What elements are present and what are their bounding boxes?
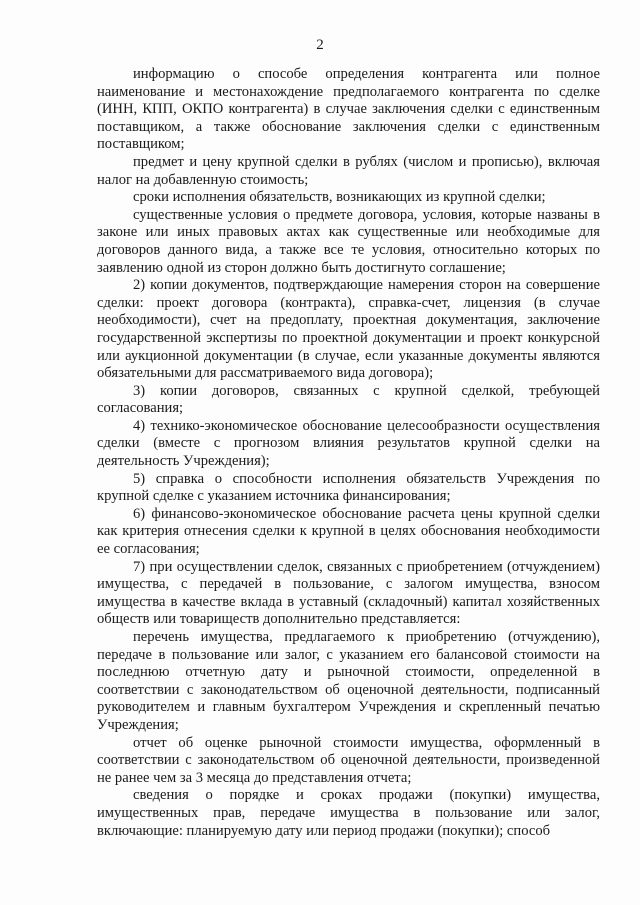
paragraph-deadlines: сроки исполнения обязательств, возникающих из крупной сделки; xyxy=(133,189,546,206)
paragraph-item-7: 7) при осуществлении сделок, связанных с приобретением (отчуждением) имущества, с передачей в пользование, с залогом имущества, взносом имущества в качестве вклада в уставный (складочный) капитал хозяйственных обществ или товариществ дополнительно представляется: xyxy=(97,558,600,628)
paragraph-counterparty-info: информацию о способе определения контрагента или полное наименование и местонахождение предполагаемого контрагента по сделке (ИНН, КПП, ОКПО контрагента) в случае заключения сделки с единственным поставщиком, а также обоснование заключения сделки с единственным поставщиком; xyxy=(97,66,600,153)
paragraph-essential-terms: существенные условия о предмете договора, условия, которые названы в законе или иных правовых актах как существенные или необходимые для договоров данного вида, а также все те условия, относительно которых по заявлению одной из сторон должно быть достигнуто соглашение; xyxy=(97,206,600,276)
paragraph-subject-price: предмет и цену крупной сделки в рублях (числом и прописью), включая налог на добавленную стоимость; xyxy=(97,153,600,188)
page-number: 2 xyxy=(316,37,324,53)
paragraph-item-4: 4) технико-экономическое обоснование целесообразности осуществления сделки (вместе с прогнозом влияния результатов крупной сделки на деятельность Учреждения); xyxy=(97,417,600,470)
paragraph-item-3: 3) копии договоров, связанных с крупной сделкой, требующей согласования; xyxy=(97,382,600,417)
paragraph-item-5: 5) справка о способности исполнения обязательств Учреждения по крупной сделке с указанием источника финансирования; xyxy=(97,470,600,505)
paragraph-item-2: 2) копии документов, подтверждающие намерения сторон на совершение сделки: проект договора (контракта), справка-счет, лицензия (в случае необходимости), счет на предоплату, проектная документация, заключение государственной экспертизы по проектной документации и проект конкурсной или аукционной документации (в случае, если указанные документы являются обязательными для рассматриваемого вида договора); xyxy=(97,277,600,382)
paragraph-sale-terms: сведения о порядке и сроках продажи (покупки) имущества, имущественных прав, передаче имущества в пользование или залог, включающие: планируемую дату или период продажи (покупки); способ xyxy=(97,787,600,839)
document-body xyxy=(97,66,600,840)
paragraph-valuation-report: отчет об оценке рыночной стоимости имущества, оформленный в соответствии с законодательством об оценочной деятельности, произведенной не ранее чем за 3 месяца до представления отчета; xyxy=(97,734,600,786)
paragraph-property-list: перечень имущества, предлагаемого к приобретению (отчуждению), передаче в пользование или залог, с указанием его балансовой стоимости на последнюю отчетную дату и рыночной стоимости, определенной в соответствии с законодательством об оценочной деятельности, подписанный руководителем и главным бухгалтером Учреждения и скрепленный печатью Учреждения; xyxy=(97,629,600,733)
paragraph-item-6: 6) финансово-экономическое обоснование расчета цены крупной сделки как критерия отнесения сделки к крупной в целях обоснования необходимости ее согласования; xyxy=(97,505,600,558)
